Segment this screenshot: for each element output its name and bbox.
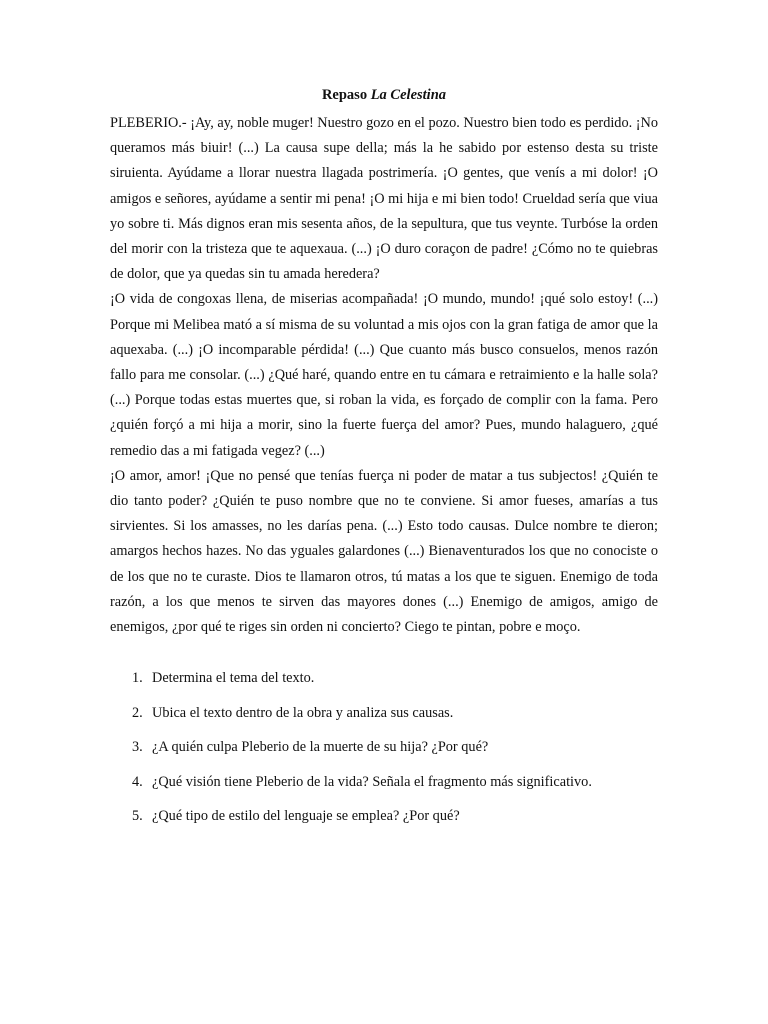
question-number: 3. bbox=[132, 739, 143, 756]
paragraph-pleberio-3: ¡O amor, amor! ¡Que no pensé que tenías fuerça ni poder de matar a tus subjectos! ¿Quién te dio tanto poder? ¿Quién te puso nombre que no te conviene. Si amor fueses, amarías a tus sirvientes. Si los amasses, no les darías pena. (...) Esto todo causas. Dulce nombre te dieron; amargos hechos hazes. No das yguales galardones (...) Bienaventurados los que no conociste o de los que no te curaste. Dios te llamaron otros, tú matas a los que te siguen. Enemigo de toda razón, a los que menos te sirven das mayores dones (...) Enemigo de amigos, amigo de enemigos, ¿por qué te riges sin orden ni concierto? Ciego te pintan, pobre e moço. bbox=[110, 467, 658, 636]
question-item bbox=[110, 669, 658, 687]
title-prefix: Repaso bbox=[321, 87, 368, 103]
question-text: ¿Qué tipo de estilo del lenguaje se emplea? ¿Por qué? bbox=[152, 808, 460, 825]
document-title bbox=[110, 86, 658, 104]
question-item bbox=[110, 773, 658, 791]
title-work: La Celestina bbox=[370, 87, 447, 103]
question-item bbox=[110, 704, 658, 722]
question-item bbox=[110, 807, 658, 825]
question-number: 2. bbox=[132, 704, 143, 721]
question-item bbox=[110, 738, 658, 756]
question-list bbox=[110, 669, 658, 825]
question-number: 4. bbox=[132, 773, 143, 790]
question-text: Determina el tema del texto. bbox=[152, 670, 315, 687]
question-text: ¿Qué visión tiene Pleberio de la vida? Señala el fragmento más significativo. bbox=[152, 773, 592, 790]
document-page bbox=[110, 86, 658, 842]
question-number: 1. bbox=[132, 670, 143, 687]
question-text: ¿A quién culpa Pleberio de la muerte de su hija? ¿Por qué? bbox=[152, 739, 489, 756]
paragraph-pleberio-2: ¡O vida de congoxas llena, de miserias acompañada! ¡O mundo, mundo! ¡qué solo estoy! (...) Porque mi Melibea mató a sí misma de su voluntad a mis ojos con la gran fatiga de amor que la aquexaba. (...) ¡O incomparable pérdida! (...) Que cuanto más busco consuelos, menos razón fallo para me consolar. (...) ¿Qué haré, quando entre en tu cámara e retraimiento e la halle sola? (...) Porque todas estas muertes que, si roban la vida, es forçado de complir con la fama. Pero ¿quién forçó a mi hija a morir, sino la fuerte fuerça del amor? Pues, mundo halaguero, ¿qué remedio das a mi fatigada vegez? (...) bbox=[110, 291, 658, 459]
paragraph-pleberio-1: PLEBERIO.- ¡Ay, ay, noble muger! Nuestro gozo en el pozo. Nuestro bien todo es perdido. ¡No queramos más biuir! (...) La causa supe della; más la he sabido por estenso desta su triste siruienta. Ayúdame a llorar nuestra llagada postrimería. ¡O gentes, que venís a mi dolor! ¡O amigos e señores, ayúdame a sentir mi pena! ¡O mi hija e mi bien todo! Crueldad sería que viua yo sobre ti. Más dignos eran mis sesenta años, de la sepultura, que tus veynte. Turbóse la orden del morir con la tristeza que te aquexaua. (...) ¡O duro coraçon de padre! ¿Cómo no te quiebras de dolor, que ya quedas sin tu amada heredera? bbox=[110, 115, 658, 283]
question-text: Ubica el texto dentro de la obra y analiza sus causas. bbox=[152, 704, 454, 721]
question-number: 5. bbox=[132, 808, 143, 825]
